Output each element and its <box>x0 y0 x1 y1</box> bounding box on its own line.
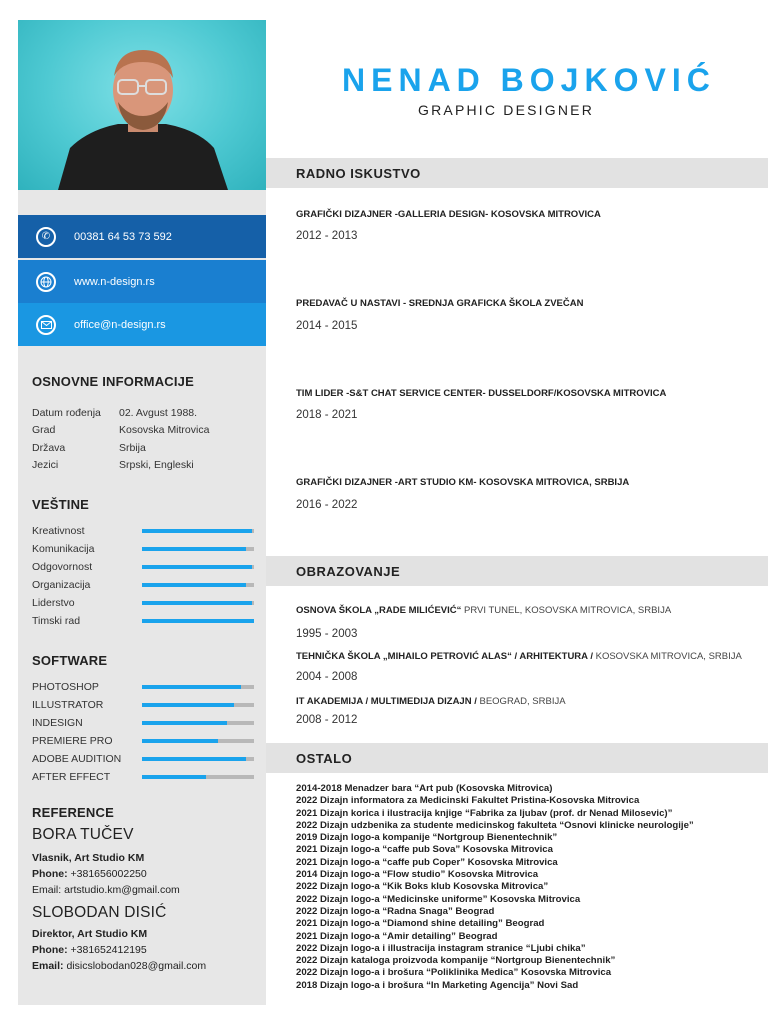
skill-row <box>32 540 256 558</box>
skill-row <box>32 612 256 630</box>
skill-bar-fill <box>142 619 254 623</box>
contact-email-text: office@n-design.rs <box>74 318 166 331</box>
software-row <box>32 768 256 786</box>
skill-row <box>32 522 256 540</box>
job-title: GRAFIČKI DIZAJNER -GALLERIA DESIGN- KOSOVSKA MITROVICA <box>296 209 601 220</box>
skill-bar <box>142 565 254 569</box>
skill-bar <box>142 583 254 587</box>
software-bar-fill <box>142 685 241 689</box>
skill-bar <box>142 529 254 533</box>
skill-row <box>32 594 256 612</box>
skill-label: Komunikacija <box>32 543 95 555</box>
software-list <box>32 678 256 786</box>
phone-icon: ✆ <box>36 227 56 247</box>
contact-phone[interactable] <box>18 215 266 258</box>
person-title: GRAPHIC DESIGNER <box>418 102 594 118</box>
contact-phone-text: 00381 64 53 73 592 <box>74 230 172 243</box>
education-item: TEHNIČKA ŠKOLA „MIHAILO PETROVIĆ ALAS“ / ARHITEKTURA / KOSOVSKA MITROVICA, SRBIJA <box>296 651 742 662</box>
software-row <box>32 714 256 732</box>
list-item: 2022 Dizajn logo-a “Radna Snaga” Beograd <box>296 905 495 917</box>
list-item: 2014-2018 Menadzer bara “Art pub (Kosovska Mitrovica) <box>296 783 553 794</box>
info-key: Jezici <box>32 459 59 472</box>
skills-list <box>32 522 256 630</box>
info-row <box>32 439 209 457</box>
basic-info-heading: OSNOVNE INFORMACIJE <box>32 374 194 389</box>
profile-photo <box>18 20 266 190</box>
skill-row <box>32 576 256 594</box>
list-item: 2022 Dizajn logo-a i brošura “Poliklinika Medica” Kosovska Mitrovica <box>296 967 612 979</box>
skill-bar-fill <box>142 601 252 605</box>
skill-label: Liderstvo <box>32 597 75 609</box>
software-row <box>32 678 256 696</box>
info-key: Datum rođenja <box>32 406 101 419</box>
list-item: 2022 Dizajn informatora za Medicinski Fakultet Pristina-Kosovska Mitrovica <box>296 795 640 807</box>
references-list <box>32 826 262 974</box>
info-key: Država <box>32 441 66 454</box>
mail-icon <box>36 315 56 335</box>
skill-row <box>32 558 256 576</box>
list-item: 2022 Dizajn logo-a “Kik Boks klub Kosovska Mitrovica” <box>296 881 549 893</box>
skill-label: Timski rad <box>32 615 81 627</box>
software-bar <box>142 685 254 689</box>
software-label: PREMIERE PRO <box>32 735 113 747</box>
list-item: 2022 Dizajn logo-a i illustracija instagram stranice “Ljubi chika” <box>296 942 586 954</box>
skill-label: Odgovornost <box>32 561 93 573</box>
list-item: 2022 Dizajn udzbenika za studente medicinskog fakulteta “Osnovi klinicke neurologije” <box>296 819 694 831</box>
software-heading: SOFTWARE <box>32 653 108 668</box>
software-label: INDESIGN <box>32 717 83 729</box>
reference-email: Email: artstudio.km@gmail.com <box>32 884 180 896</box>
info-row <box>32 457 209 475</box>
job-title: TIM LIDER -S&T CHAT SERVICE CENTER- DUSSELDORF/KOSOVSKA MITROVICA <box>296 388 667 399</box>
software-bar <box>142 757 254 761</box>
skill-bar-fill <box>142 547 246 551</box>
education-dates: 2008 - 2012 <box>296 714 358 726</box>
software-bar-fill <box>142 775 206 779</box>
reference-role: Direktor, Art Studio KM <box>32 928 148 940</box>
skill-bar <box>142 619 254 623</box>
software-bar-fill <box>142 757 246 761</box>
person-name: NENAD BOJKOVIĆ <box>342 62 716 98</box>
list-item: 2022 Dizajn kataloga proizvoda kompanije “Nortgroup Bienentechnik” <box>296 955 616 967</box>
job-dates: 2018 - 2021 <box>296 409 358 421</box>
info-row <box>32 422 209 440</box>
job-dates: 2016 - 2022 <box>296 499 358 511</box>
reference-email: Email: disicslobodan028@gmail.com <box>32 960 207 972</box>
software-row <box>32 732 256 750</box>
list-item: 2022 Dizajn logo-a “Medicinske uniforme” Kosovska Mitrovica <box>296 893 581 905</box>
software-bar-fill <box>142 739 218 743</box>
skill-label: Organizacija <box>32 579 91 591</box>
list-item: 2021 Dizajn logo-a “Amir detailing” Beograd <box>296 930 498 942</box>
skill-bar-fill <box>142 529 252 533</box>
experience-heading: RADNO ISKUSTVO <box>266 158 768 188</box>
info-value: Srbija <box>119 441 146 454</box>
contact-email[interactable] <box>18 303 266 346</box>
reference-role: Vlasnik, Art Studio KM <box>32 852 145 864</box>
globe-icon <box>36 272 56 292</box>
software-label: PHOTOSHOP <box>32 681 99 693</box>
software-bar <box>142 703 254 707</box>
reference-name: SLOBODAN DISIĆ <box>32 904 167 921</box>
list-item: 2014 Dizajn logo-a “Flow studio” Kosovska Mitrovica <box>296 869 539 881</box>
reference-phone: Phone: +381652412195 <box>32 944 147 956</box>
software-label: ADOBE AUDITION <box>32 753 122 765</box>
skill-bar-fill <box>142 565 252 569</box>
job-dates: 2012 - 2013 <box>296 230 358 242</box>
software-label: AFTER EFFECT <box>32 771 111 783</box>
software-bar <box>142 739 254 743</box>
education-heading: OBRAZOVANJE <box>266 556 768 586</box>
education-item: OSNOVA ŠKOLA „RADE MILIĆEVIĆ“ PRVI TUNEL, KOSOVSKA MITROVICA, SRBIJA <box>296 605 672 616</box>
job-dates: 2014 - 2015 <box>296 320 358 332</box>
reference-phone: Phone: +381656002250 <box>32 868 147 880</box>
reference-name: BORA TUČEV <box>32 826 134 843</box>
skill-bar-fill <box>142 583 246 587</box>
info-value: Srpski, Engleski <box>119 459 194 472</box>
education-item: IT AKADEMIJA / MULTIMEDIJA DIZAJN / BEOGRAD, SRBIJA <box>296 696 566 707</box>
contact-website[interactable] <box>18 260 266 303</box>
info-row <box>32 404 209 422</box>
skills-heading: VEŠTINE <box>32 497 90 512</box>
other-heading: OSTALO <box>266 743 768 773</box>
sidebar <box>18 20 266 1005</box>
job-title: GRAFIČKI DIZAJNER -ART STUDIO KM- KOSOVSKA MITROVICA, SRBIJA <box>296 477 630 488</box>
skill-label: Kreativnost <box>32 525 85 537</box>
list-item: 2019 Dizajn logo-a kompanije “Nortgroup Bienentechnik” <box>296 832 558 844</box>
list-item: 2021 Dizajn logo-a “Diamond shine detailing” Beograd <box>296 918 545 930</box>
basic-info-table <box>32 404 209 474</box>
contact-website-text: www.n-design.rs <box>74 275 155 288</box>
references-heading: REFERENCE <box>32 805 114 820</box>
list-item: 2021 Dizajn korica i ilustracija knjige “Fabrika za ljubav (prof. dr Nenad Milosevic)” <box>296 807 673 819</box>
job-title: PREDAVAČ U NASTAVI - SREDNJA GRAFICKA ŠKOLA ZVEČAN <box>296 298 584 309</box>
list-item: 2021 Dizajn logo-a “caffe pub Sova” Kosovska Mitrovica <box>296 844 553 856</box>
education-dates: 1995 - 2003 <box>296 628 358 640</box>
software-bar <box>142 775 254 779</box>
software-bar-fill <box>142 703 234 707</box>
info-value: 02. Avgust 1988. <box>119 406 198 419</box>
software-row <box>32 696 256 714</box>
info-value: Kosovska Mitrovica <box>119 424 210 437</box>
skill-bar <box>142 547 254 551</box>
software-label: ILLUSTRATOR <box>32 699 104 711</box>
info-key: Grad <box>32 424 56 437</box>
list-item: 2018 Dizajn logo-a i brošura “In Marketing Agencija” Novi Sad <box>296 979 579 991</box>
list-item: 2021 Dizajn logo-a “caffe pub Coper” Kosovska Mitrovica <box>296 856 558 868</box>
other-list <box>296 783 756 992</box>
education-dates: 2004 - 2008 <box>296 671 358 683</box>
skill-bar <box>142 601 254 605</box>
software-bar-fill <box>142 721 227 725</box>
software-row <box>32 750 256 768</box>
software-bar <box>142 721 254 725</box>
